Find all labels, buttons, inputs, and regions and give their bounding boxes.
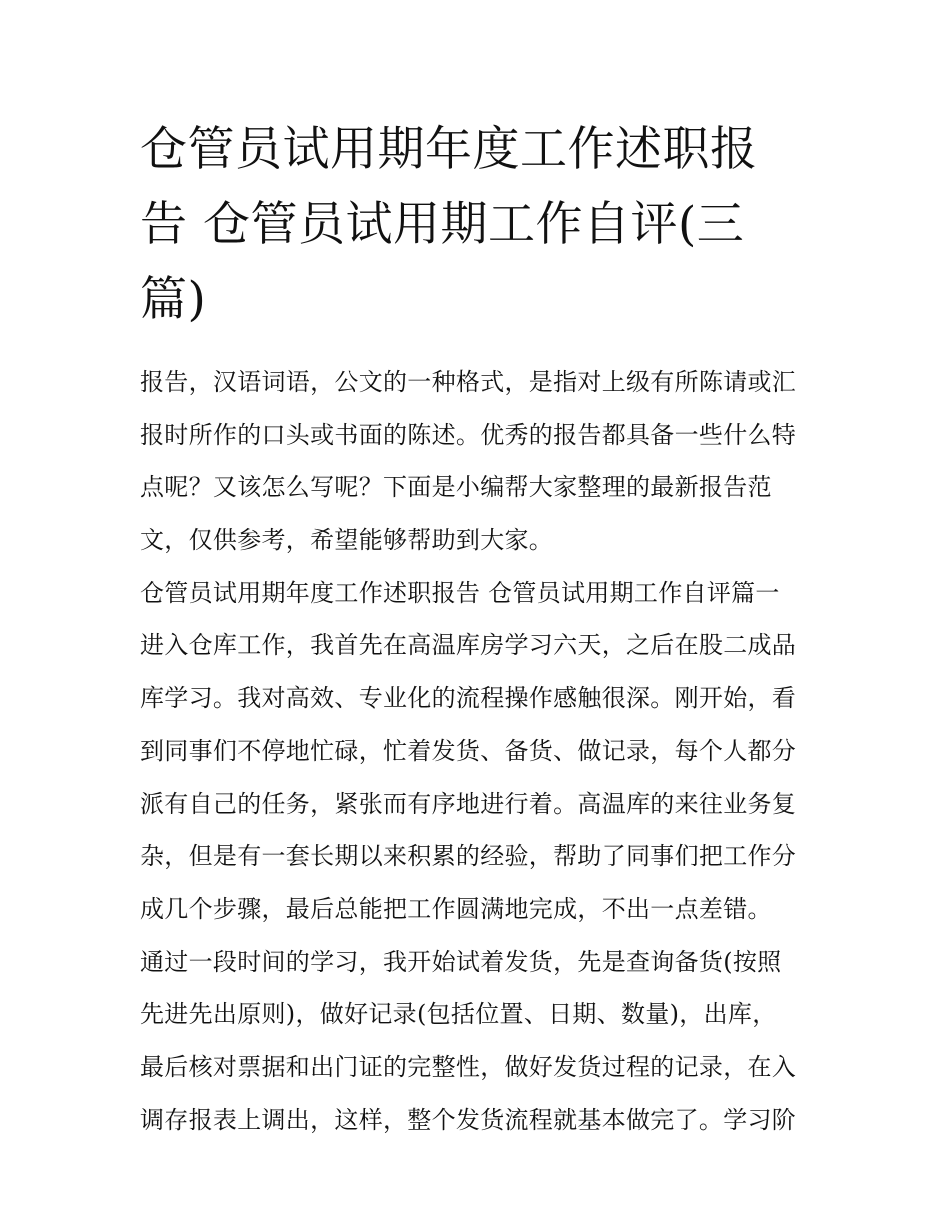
body-line: 成几个步骤，最后总能把工作圆满地完成，不出一点差错。 — [140, 894, 772, 923]
body-line: 文，仅供参考，希望能够帮助到大家。 — [140, 526, 554, 555]
body-line: 派有自己的任务，紧张而有序地进行着。高温库的来往业务复 — [140, 789, 797, 818]
title-line: 篇) — [140, 272, 207, 327]
body-line: 调存报表上调出，这样，整个发货流程就基本做完了。学习阶 — [140, 1105, 797, 1134]
body-line: 库学习。我对高效、专业化的流程操作感触很深。刚开始，看 — [140, 684, 797, 713]
body-line: 报告，汉语词语，公文的一种格式，是指对上级有所陈请或汇 — [140, 368, 797, 396]
body-line: 进入仓库工作，我首先在高温库房学习六天，之后在股二成品 — [140, 631, 797, 660]
body-line: 点呢？又该怎么写呢？下面是小编帮大家整理的最新报告范 — [140, 473, 772, 502]
title-line: 告 仓管员试用期工作自评(三 — [140, 197, 745, 252]
title-line: 仓管员试用期年度工作述职报 — [140, 122, 758, 177]
body-line: 报时所作的口头或书面的陈述。优秀的报告都具备一些什么特 — [140, 420, 797, 449]
body-line: 最后核对票据和出门证的完整性，做好发货过程的记录，在入 — [140, 1052, 797, 1081]
body-line: 先进先出原则)，做好记录(包括位置、日期、数量)，出库， — [140, 1000, 777, 1029]
body-line: 通过一段时间的学习，我开始试着发货，先是查询备货(按照 — [140, 947, 782, 976]
document-title — [140, 112, 820, 337]
body-line: 仓管员试用期年度工作述职报告 仓管员试用期工作自评篇一 — [140, 578, 780, 607]
document-body — [140, 356, 830, 1146]
body-line: 到同事们不停地忙碌，忙着发货、备货、做记录，每个人都分 — [140, 736, 797, 765]
body-line: 杂，但是有一套长期以来积累的经验，帮助了同事们把工作分 — [140, 842, 797, 871]
